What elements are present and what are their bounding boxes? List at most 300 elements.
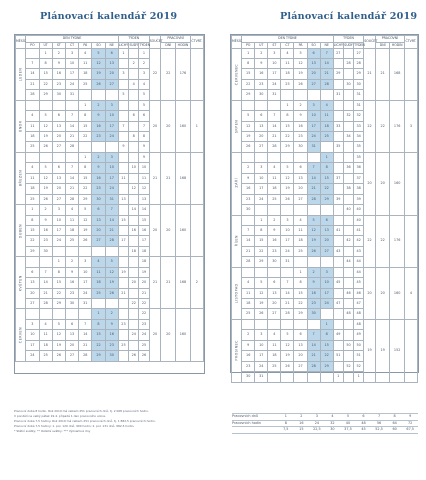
- day-cell: 5: [92, 48, 105, 58]
- header-day: ST: [52, 43, 65, 49]
- week-cell: 34: [354, 132, 364, 142]
- day-cell: 27: [26, 299, 39, 309]
- header-month-work: PRACOVNÍ: [161, 36, 190, 43]
- week-cell: [333, 236, 343, 246]
- day-cell: 5: [294, 48, 307, 58]
- day-cell: 5: [105, 257, 118, 267]
- day-cell: 3: [320, 267, 333, 277]
- day-cell: [92, 90, 105, 100]
- day-cell: 4: [65, 205, 78, 215]
- week-cell: [118, 79, 128, 89]
- week-cell: 21: [139, 288, 149, 298]
- header-holidays: ČTVRT.: [190, 36, 203, 49]
- week-cell: [118, 184, 128, 194]
- day-cell: 21: [281, 299, 294, 309]
- day-cell: 7: [307, 163, 320, 173]
- day-cell: 21: [307, 184, 320, 194]
- day-cell: 9: [242, 340, 255, 350]
- quarter: [190, 48, 203, 100]
- day-cell: 9: [307, 278, 320, 288]
- work-hours: 176: [390, 215, 405, 267]
- calendar-sheet: [230, 34, 419, 379]
- week-cell: [118, 351, 128, 361]
- day-cell: 14: [307, 340, 320, 350]
- day-cell: 22: [52, 288, 65, 298]
- work-days: 21: [375, 48, 390, 100]
- table-row: [232, 215, 418, 225]
- week-cell: 45: [333, 278, 343, 288]
- day-cell: 3: [281, 215, 294, 225]
- week-cell: 9: [118, 142, 128, 152]
- day-cell: 30: [242, 205, 255, 215]
- day-cell: [39, 309, 52, 319]
- week-cell: 19: [139, 267, 149, 277]
- week-cell: 4: [139, 79, 149, 89]
- day-cell: [281, 319, 294, 329]
- week-cell: 21: [118, 288, 128, 298]
- week-cell: 18: [139, 246, 149, 256]
- day-cell: 8: [79, 111, 92, 121]
- week-cell: 48: [343, 309, 353, 319]
- header-day: ST: [268, 43, 281, 49]
- day-cell: 12: [92, 58, 105, 68]
- day-cell: 30: [65, 299, 78, 309]
- stats-value: 15: [294, 427, 310, 434]
- day-cell: 8: [92, 319, 105, 329]
- day-cell: 1: [79, 152, 92, 162]
- day-cell: 28: [39, 299, 52, 309]
- week-cell: [118, 152, 128, 162]
- day-cell: 16: [92, 173, 105, 183]
- week-cell: 6: [129, 111, 139, 121]
- calendar-table: [15, 35, 204, 362]
- quarter: [404, 152, 417, 215]
- week-cell: [343, 299, 353, 309]
- day-cell: 12: [39, 121, 52, 131]
- day-cell: 18: [39, 340, 52, 350]
- work-days: 21: [161, 152, 176, 204]
- day-cell: 9: [92, 163, 105, 173]
- day-cell: 29: [92, 351, 105, 361]
- week-cell: 1: [118, 48, 128, 58]
- work-days: 21: [161, 257, 176, 309]
- quarter: 3: [404, 100, 417, 152]
- day-cell: 12: [39, 173, 52, 183]
- week-cell: [333, 288, 343, 298]
- day-cell: 22: [281, 132, 294, 142]
- week-cell: 37: [333, 173, 343, 183]
- month-sum: 20: [364, 267, 376, 319]
- month-name: ZÁŘÍ: [232, 152, 242, 215]
- day-cell: [65, 152, 78, 162]
- day-cell: 12: [281, 173, 294, 183]
- day-cell: 18: [65, 225, 78, 235]
- week-cell: 36: [354, 163, 364, 173]
- week-cell: 40: [354, 215, 364, 225]
- week-cell: 22: [129, 299, 139, 309]
- day-cell: 10: [105, 163, 118, 173]
- week-cell: [343, 69, 353, 79]
- day-cell: 12: [105, 267, 118, 277]
- week-cell: 1: [139, 48, 149, 58]
- day-cell: 3: [105, 152, 118, 162]
- day-cell: [242, 152, 255, 162]
- day-cell: 14: [320, 58, 333, 68]
- day-cell: 6: [65, 319, 78, 329]
- day-cell: 26: [39, 194, 52, 204]
- day-cell: [307, 205, 320, 215]
- day-cell: 18: [242, 299, 255, 309]
- day-cell: 23: [92, 184, 105, 194]
- week-cell: 36: [343, 163, 353, 173]
- day-cell: 21: [307, 351, 320, 361]
- day-cell: 4: [242, 278, 255, 288]
- day-cell: 11: [268, 340, 281, 350]
- week-cell: [129, 142, 139, 152]
- day-cell: 29: [79, 194, 92, 204]
- day-cell: 16: [105, 330, 118, 340]
- stats-value: 24: [309, 420, 325, 427]
- day-cell: 11: [26, 173, 39, 183]
- week-cell: 8: [129, 132, 139, 142]
- day-cell: 8: [52, 267, 65, 277]
- day-cell: 12: [255, 288, 268, 298]
- day-cell: 5: [281, 163, 294, 173]
- header-day: PO: [26, 43, 39, 49]
- day-cell: 25: [268, 361, 281, 371]
- week-cell: 32: [343, 111, 353, 121]
- header-days: DNÍ: [161, 43, 176, 49]
- day-cell: 3: [105, 100, 118, 110]
- day-cell: 3: [79, 257, 92, 267]
- day-cell: 25: [281, 79, 294, 89]
- header-sum: SOUČET: [364, 36, 376, 49]
- week-cell: 46: [354, 288, 364, 298]
- table-row: [232, 100, 418, 110]
- day-cell: 26: [242, 142, 255, 152]
- day-cell: 19: [39, 132, 52, 142]
- month-sum: 22: [364, 100, 376, 152]
- work-days: 22: [375, 100, 390, 152]
- day-cell: 22: [255, 246, 268, 256]
- week-cell: [333, 319, 343, 329]
- day-cell: [242, 319, 255, 329]
- day-cell: 6: [92, 205, 105, 215]
- month-sum: 20: [149, 100, 161, 152]
- day-cell: 25: [26, 142, 39, 152]
- day-cell: 23: [92, 132, 105, 142]
- day-cell: 26: [307, 246, 320, 256]
- day-cell: 21: [65, 184, 78, 194]
- stats-value: 7: [371, 414, 387, 421]
- day-cell: 20: [65, 340, 78, 350]
- week-cell: [343, 267, 353, 277]
- day-cell: 1: [92, 309, 105, 319]
- day-cell: 22: [320, 184, 333, 194]
- day-cell: 29: [52, 299, 65, 309]
- day-cell: 2: [294, 100, 307, 110]
- day-cell: 20: [26, 288, 39, 298]
- day-cell: 11: [92, 267, 105, 277]
- day-cell: [294, 372, 307, 382]
- week-cell: 50: [354, 340, 364, 350]
- day-cell: [281, 205, 294, 215]
- week-cell: 19: [118, 267, 128, 277]
- day-cell: 15: [39, 69, 52, 79]
- week-cell: [343, 372, 353, 382]
- day-cell: 27: [294, 194, 307, 204]
- day-cell: 28: [307, 194, 320, 204]
- day-cell: 25: [79, 79, 92, 89]
- header-holidays: ČTVRT.: [404, 36, 417, 49]
- day-cell: [281, 372, 294, 382]
- day-cell: 13: [26, 278, 39, 288]
- day-cell: 27: [268, 309, 281, 319]
- work-days: 20: [161, 205, 176, 257]
- week-cell: 31: [354, 90, 364, 100]
- week-cell: 18: [139, 257, 149, 267]
- week-cell: 40: [343, 205, 353, 215]
- header-sum: SOUČET: [149, 36, 161, 49]
- day-cell: 26: [52, 351, 65, 361]
- week-cell: [129, 90, 139, 100]
- day-cell: [255, 152, 268, 162]
- header-day: NE: [105, 43, 118, 49]
- day-cell: 7: [105, 205, 118, 215]
- day-cell: 15: [92, 330, 105, 340]
- quarter: [190, 309, 203, 361]
- week-cell: [118, 309, 128, 319]
- day-cell: [26, 100, 39, 110]
- day-cell: 8: [320, 163, 333, 173]
- day-cell: 24: [105, 184, 118, 194]
- month-name: ČERVENEC: [232, 48, 242, 100]
- week-cell: 8: [139, 132, 149, 142]
- day-cell: 31: [281, 257, 294, 267]
- day-cell: 19: [79, 225, 92, 235]
- header-week: TÝDEN: [333, 36, 364, 43]
- stats-value: 5: [340, 414, 356, 421]
- day-cell: 11: [320, 111, 333, 121]
- day-cell: 23: [242, 361, 255, 371]
- day-cell: [52, 246, 65, 256]
- day-cell: 22: [242, 79, 255, 89]
- day-cell: 4: [26, 111, 39, 121]
- table-row: [16, 48, 204, 58]
- day-cell: 21: [105, 225, 118, 235]
- day-cell: 8: [281, 111, 294, 121]
- day-cell: 4: [39, 319, 52, 329]
- day-cell: 30: [92, 194, 105, 204]
- day-cell: 29: [320, 194, 333, 204]
- month-name: BŘEZEN: [16, 152, 26, 204]
- day-cell: [307, 257, 320, 267]
- day-cell: 14: [26, 69, 39, 79]
- day-cell: 18: [281, 69, 294, 79]
- day-cell: 6: [255, 111, 268, 121]
- week-cell: 1: [354, 372, 364, 382]
- day-cell: 9: [255, 58, 268, 68]
- day-cell: [320, 257, 333, 267]
- week-cell: 23: [139, 319, 149, 329]
- day-cell: 20: [92, 225, 105, 235]
- day-cell: [294, 319, 307, 329]
- week-cell: [129, 288, 139, 298]
- week-cell: 17: [118, 236, 128, 246]
- day-cell: 29: [26, 246, 39, 256]
- month-sum: 22: [149, 48, 161, 100]
- week-cell: [343, 225, 353, 235]
- day-cell: [281, 267, 294, 277]
- day-cell: 29: [294, 309, 307, 319]
- day-cell: 20: [255, 132, 268, 142]
- day-cell: [320, 90, 333, 100]
- day-cell: [281, 152, 294, 162]
- stats-value: 56: [371, 420, 387, 427]
- day-cell: 28: [65, 194, 78, 204]
- day-cell: 15: [320, 340, 333, 350]
- week-cell: [129, 215, 139, 225]
- day-cell: 13: [307, 58, 320, 68]
- day-cell: 21: [320, 69, 333, 79]
- day-cell: 16: [92, 121, 105, 131]
- day-cell: 16: [307, 288, 320, 298]
- week-cell: [343, 319, 353, 329]
- stats-value: 2: [294, 414, 310, 421]
- week-cell: 25: [118, 340, 128, 350]
- day-cell: 6: [294, 163, 307, 173]
- day-cell: 27: [320, 246, 333, 256]
- day-cell: 14: [39, 278, 52, 288]
- week-cell: 6: [139, 111, 149, 121]
- week-cell: [118, 278, 128, 288]
- day-cell: 20: [52, 184, 65, 194]
- day-cell: 2: [52, 48, 65, 58]
- day-cell: 30: [105, 351, 118, 361]
- day-cell: 22: [39, 79, 52, 89]
- work-days: 20: [375, 152, 390, 215]
- day-cell: 9: [105, 319, 118, 329]
- week-cell: [343, 215, 353, 225]
- quarter: 2: [190, 257, 203, 309]
- week-cell: 17: [139, 236, 149, 246]
- week-cell: [333, 152, 343, 162]
- day-cell: 3: [307, 100, 320, 110]
- week-cell: [129, 152, 139, 162]
- day-cell: 19: [92, 69, 105, 79]
- day-cell: 26: [105, 288, 118, 298]
- header-month: MĚSÍC: [16, 36, 26, 49]
- header-day: ČT: [65, 43, 78, 49]
- day-cell: [79, 90, 92, 100]
- day-cell: 14: [65, 173, 78, 183]
- day-cell: 31: [105, 194, 118, 204]
- day-cell: 5: [307, 215, 320, 225]
- stats-value: 52,5: [371, 427, 387, 434]
- day-cell: 31: [65, 90, 78, 100]
- day-cell: 4: [320, 100, 333, 110]
- day-cell: 26: [281, 361, 294, 371]
- day-cell: 11: [242, 288, 255, 298]
- day-cell: 10: [105, 111, 118, 121]
- day-cell: [242, 100, 255, 110]
- week-cell: 27: [333, 48, 343, 58]
- day-cell: 18: [79, 69, 92, 79]
- footnote-line: Pracovní doba 7,5 hodiny. Rok 2019 má celkem 251 pracovních dnů, tj. 1 882,5 pracovních hodin.: [14, 419, 156, 424]
- day-cell: 4: [281, 48, 294, 58]
- day-cell: [307, 319, 320, 329]
- header-odd: LICHÝ: [118, 42, 129, 47]
- day-cell: 3: [255, 163, 268, 173]
- day-cell: 13: [105, 58, 118, 68]
- day-cell: 1: [79, 100, 92, 110]
- week-cell: 10: [129, 163, 139, 173]
- day-cell: 19: [105, 278, 118, 288]
- day-cell: 10: [52, 215, 65, 225]
- day-cell: 23: [294, 132, 307, 142]
- week-cell: 44: [354, 267, 364, 277]
- day-cell: 18: [320, 121, 333, 131]
- day-cell: 30: [268, 257, 281, 267]
- day-cell: 2: [307, 267, 320, 277]
- day-cell: 27: [307, 79, 320, 89]
- day-cell: 25: [39, 351, 52, 361]
- work-hours: 160: [390, 152, 405, 215]
- day-cell: 19: [294, 69, 307, 79]
- day-cell: 24: [26, 351, 39, 361]
- day-cell: 24: [255, 194, 268, 204]
- day-cell: [65, 100, 78, 110]
- week-cell: [129, 267, 139, 277]
- month-name: PROSINEC: [232, 319, 242, 382]
- week-cell: 46: [343, 288, 353, 298]
- day-cell: 4: [92, 257, 105, 267]
- day-cell: 14: [65, 121, 78, 131]
- day-cell: 19: [307, 236, 320, 246]
- day-cell: [307, 372, 320, 382]
- week-cell: [343, 351, 353, 361]
- day-cell: 8: [255, 225, 268, 235]
- day-cell: 29: [320, 361, 333, 371]
- week-cell: [333, 100, 343, 110]
- header-day: ÚT: [39, 43, 52, 49]
- quarter: 4: [404, 267, 417, 319]
- table-row: [16, 257, 204, 267]
- day-cell: 7: [320, 48, 333, 58]
- day-cell: 17: [105, 121, 118, 131]
- week-cell: 15: [139, 215, 149, 225]
- week-cell: [333, 111, 343, 121]
- day-cell: 18: [268, 351, 281, 361]
- day-cell: 16: [39, 225, 52, 235]
- table-row: [16, 205, 204, 215]
- stats-value: 3: [309, 414, 325, 421]
- week-cell: 15: [118, 215, 128, 225]
- day-cell: [105, 90, 118, 100]
- day-cell: [294, 205, 307, 215]
- header-day: PÁ: [294, 43, 307, 49]
- week-cell: 12: [139, 184, 149, 194]
- week-cell: [333, 163, 343, 173]
- week-cell: 37: [354, 173, 364, 183]
- week-cell: [343, 142, 353, 152]
- day-cell: 13: [268, 288, 281, 298]
- work-hours: 160: [176, 100, 191, 152]
- stats-label: Pracovních hodin: [232, 420, 278, 427]
- day-cell: 8: [79, 163, 92, 173]
- day-cell: 12: [307, 225, 320, 235]
- day-cell: [268, 100, 281, 110]
